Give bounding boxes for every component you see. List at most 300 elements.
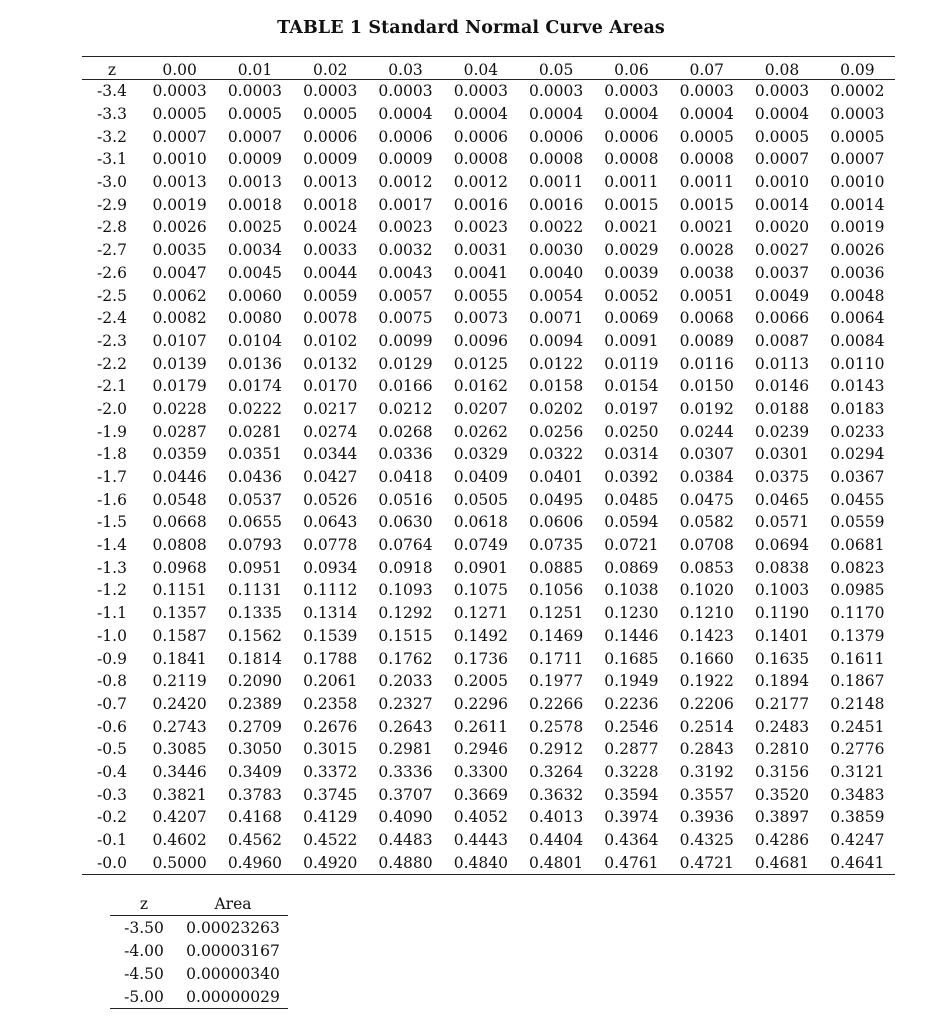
z-value-cell: -0.8 [97, 672, 127, 691]
z-value-cell: -2.6 [97, 263, 127, 282]
area-value-cell: 0.0002 [830, 82, 885, 101]
table-row [82, 602, 895, 625]
z-value-cell: -1.7 [97, 468, 127, 487]
area-value-cell: 0.0154 [604, 377, 659, 396]
table-row [82, 80, 895, 103]
area-value-cell: 0.0030 [529, 241, 584, 260]
area-value-cell: 0.0217 [303, 399, 358, 418]
area-value-cell: 0.0035 [152, 241, 207, 260]
area-value-cell: 0.3192 [679, 762, 734, 781]
area-value-cell: 0.1814 [227, 649, 283, 668]
table-row [82, 670, 895, 693]
area-value-cell: 0.3897 [754, 808, 810, 827]
table-row [82, 125, 895, 148]
table-row [82, 556, 895, 579]
area-value-cell: 0.0985 [830, 581, 885, 600]
area-value-cell: 0.2912 [529, 740, 584, 759]
area-value-cell: 0.2389 [227, 694, 283, 713]
area-value-cell: 0.0197 [604, 399, 659, 418]
area-value-cell: 0.0778 [303, 536, 358, 555]
area-value-cell: 0.1075 [453, 581, 508, 600]
area-value-cell: 0.1423 [679, 626, 734, 645]
area-value-cell: 0.0036 [830, 263, 885, 282]
area-value-cell: 0.0143 [830, 377, 885, 396]
area-value-cell: 0.0721 [604, 536, 659, 555]
table-row [82, 466, 895, 489]
area-value-cell: 0.2296 [453, 694, 508, 713]
area-value-cell: 0.1230 [604, 604, 659, 623]
area-value-cell: 0.0016 [453, 195, 508, 214]
header-row [82, 57, 895, 80]
area-value-cell: 0.0012 [453, 173, 508, 192]
area-value-cell: 0.0139 [152, 354, 207, 373]
table-row [82, 738, 895, 761]
z-value-cell: -5.00 [110, 985, 178, 1009]
tail-table-row [110, 916, 288, 940]
z-value-cell: -2.0 [97, 399, 127, 418]
area-value-cell: 0.3821 [152, 785, 207, 804]
area-value-cell: 0.0019 [830, 218, 885, 237]
area-value-cell: 0.0516 [378, 490, 433, 509]
z-value-cell: -2.5 [97, 286, 127, 305]
area-value-cell: 0.0010 [830, 173, 885, 192]
area-value-cell: 0.2266 [529, 694, 584, 713]
table-row [82, 488, 895, 511]
area-value-cell: 0.1251 [529, 604, 584, 623]
area-value-cell: 0.0047 [152, 263, 207, 282]
area-value-cell: 0.3557 [679, 785, 734, 804]
area-value-cell: 0.00003167 [186, 941, 280, 960]
area-value-cell: 0.0287 [152, 422, 207, 441]
table-row [82, 443, 895, 466]
area-value-cell: 0.4090 [378, 808, 433, 827]
area-value-cell: 0.1314 [303, 604, 358, 623]
area-value-cell: 0.0004 [378, 105, 433, 124]
area-value-cell: 0.1515 [378, 626, 433, 645]
area-value-cell: 0.0314 [604, 445, 659, 464]
area-value-cell: 0.0048 [830, 286, 885, 305]
z-value-cell: -3.50 [124, 918, 164, 937]
area-value-cell: 0.0281 [227, 422, 283, 441]
area-value-cell: 0.0084 [830, 331, 885, 350]
area-value-cell: 0.1788 [303, 649, 358, 668]
area-value-cell: 0.0029 [604, 241, 659, 260]
column-header-10: 0.09 [820, 57, 895, 80]
area-value-cell: 0.0010 [152, 150, 207, 169]
area-value-cell: 0.0951 [227, 558, 283, 577]
area-value-cell: 0.2611 [453, 717, 508, 736]
area-value-cell: 0.3632 [529, 785, 584, 804]
area-value-cell: 0.0006 [604, 127, 659, 146]
z-value-cell: -0.7 [97, 694, 127, 713]
z-value-cell: -2.4 [97, 309, 127, 328]
area-value-cell: 0.1210 [679, 604, 734, 623]
area-value-cell: 0.1401 [754, 626, 810, 645]
z-value-cell: -3.3 [97, 105, 127, 124]
tail-table-row [110, 985, 288, 1009]
area-value-cell: 0.3264 [529, 762, 584, 781]
area-value-cell: 0.0068 [679, 309, 734, 328]
area-value-cell: 0.1949 [604, 672, 659, 691]
table-row [82, 647, 895, 670]
area-value-cell: 0.0057 [378, 286, 433, 305]
area-value-cell: 0.1685 [604, 649, 659, 668]
area-value-cell: 0.0004 [754, 105, 810, 124]
area-value-cell: 0.0096 [453, 331, 508, 350]
area-value-cell: 0.0018 [303, 195, 358, 214]
area-value-cell: 0.0749 [453, 536, 508, 555]
area-value-cell: 0.0028 [679, 241, 734, 260]
area-value-cell: 0.0823 [830, 558, 885, 577]
area-value-cell: 0.0559 [830, 513, 885, 532]
z-value-cell: -2.3 [97, 331, 127, 350]
area-value-cell: 0.3409 [227, 762, 283, 781]
z-value-cell: -4.00 [124, 941, 164, 960]
area-value-cell: 0.1611 [830, 649, 885, 668]
area-value-cell: 0.0146 [754, 377, 810, 396]
area-value-cell: 0.0202 [529, 399, 584, 418]
tail-column-header-1: Area [178, 893, 288, 916]
area-value-cell: 0.0968 [152, 558, 207, 577]
area-value-cell: 0.2578 [529, 717, 584, 736]
area-value-cell: 0.3594 [604, 785, 659, 804]
area-value-cell: 0.3707 [378, 785, 433, 804]
area-value-cell: 0.0322 [529, 445, 584, 464]
z-value-cell: -1.1 [97, 604, 127, 623]
area-value-cell: 0.0307 [679, 445, 734, 464]
area-value-cell: 0.0344 [303, 445, 358, 464]
area-value-cell: 0.0078 [303, 309, 358, 328]
area-value-cell: 0.0043 [378, 263, 433, 282]
column-header-5: 0.04 [443, 57, 518, 80]
area-value-cell: 0.1357 [152, 604, 207, 623]
area-value-cell: 0.2743 [152, 717, 207, 736]
z-value-cell: -1.4 [97, 536, 127, 555]
area-value-cell: 0.4013 [529, 808, 584, 827]
area-value-cell: 0.0643 [303, 513, 358, 532]
area-value-cell: 0.0005 [754, 127, 810, 146]
area-value-cell: 0.2483 [754, 717, 810, 736]
area-value-cell: 0.1841 [152, 649, 207, 668]
area-value-cell: 0.0475 [679, 490, 734, 509]
area-value-cell: 0.0174 [227, 377, 283, 396]
area-value-cell: 0.1003 [754, 581, 810, 600]
tail-table-row [110, 962, 288, 985]
table-row [82, 625, 895, 648]
area-value-cell: 0.1711 [529, 649, 584, 668]
column-header-2: 0.01 [217, 57, 292, 80]
area-value-cell: 0.0122 [529, 354, 584, 373]
area-value-cell: 0.0015 [679, 195, 734, 214]
area-value-cell: 0.0006 [453, 127, 508, 146]
z-value-cell: -3.0 [97, 173, 127, 192]
area-value-cell: 0.0049 [754, 286, 810, 305]
area-value-cell: 0.1020 [679, 581, 734, 600]
area-value-cell: 0.0436 [227, 468, 283, 487]
z-value-cell: -2.9 [97, 195, 127, 214]
area-value-cell: 0.00000029 [178, 985, 288, 1009]
area-value-cell: 0.4286 [754, 831, 810, 850]
column-header-3: 0.02 [293, 57, 368, 80]
area-value-cell: 0.0401 [529, 468, 584, 487]
table-row [82, 148, 895, 171]
area-value-cell: 0.1056 [529, 581, 584, 600]
area-value-cell: 0.3300 [453, 762, 508, 781]
z-value-cell: -3.2 [97, 127, 127, 146]
area-value-cell: 0.0256 [529, 422, 584, 441]
area-value-cell: 0.1038 [604, 581, 659, 600]
area-value-cell: 0.1093 [378, 581, 433, 600]
area-value-cell: 0.2981 [378, 740, 433, 759]
area-value-cell: 0.0418 [378, 468, 433, 487]
area-value-cell: 0.2148 [830, 694, 885, 713]
area-value-cell: 0.0222 [227, 399, 283, 418]
area-value-cell: 0.4920 [293, 851, 368, 874]
area-value-cell: 0.0262 [453, 422, 508, 441]
area-value-cell: 0.0006 [529, 127, 584, 146]
area-value-cell: 0.0022 [529, 218, 584, 237]
area-value-cell: 0.0008 [679, 150, 734, 169]
area-value-cell: 0.0668 [152, 513, 207, 532]
area-value-cell: 0.0375 [754, 468, 810, 487]
area-value-cell: 0.0003 [453, 82, 508, 101]
area-value-cell: 0.0003 [830, 105, 885, 124]
area-value-cell: 0.4522 [303, 831, 358, 850]
area-value-cell: 0.0008 [453, 150, 508, 169]
z-value-cell: -4.50 [124, 964, 164, 983]
area-value-cell: 0.2709 [227, 717, 283, 736]
area-value-cell: 0.0104 [227, 331, 283, 350]
area-value-cell: 0.1867 [830, 672, 885, 691]
area-value-cell: 0.0013 [227, 173, 283, 192]
table-row [82, 193, 895, 216]
area-value-cell: 0.0526 [303, 490, 358, 509]
area-value-cell: 0.0005 [679, 127, 734, 146]
area-value-cell: 0.4801 [518, 851, 593, 874]
area-value-cell: 0.0505 [453, 490, 508, 509]
area-value-cell: 0.0038 [679, 263, 734, 282]
area-value-cell: 0.0183 [830, 399, 885, 418]
z-value-cell: -3.4 [97, 82, 127, 101]
area-value-cell: 0.1635 [754, 649, 810, 668]
area-value-cell: 0.3745 [303, 785, 358, 804]
area-value-cell: 0.0594 [604, 513, 659, 532]
z-value-cell: -0.2 [97, 808, 127, 827]
column-header-1: 0.00 [142, 57, 217, 80]
area-value-cell: 0.0838 [754, 558, 810, 577]
area-value-cell: 0.0735 [529, 536, 584, 555]
area-value-cell: 0.0082 [152, 309, 207, 328]
area-value-cell: 0.0150 [679, 377, 734, 396]
area-value-cell: 0.0548 [152, 490, 207, 509]
table-row [82, 284, 895, 307]
z-value-cell: -1.3 [97, 558, 127, 577]
area-value-cell: 0.2033 [378, 672, 433, 691]
area-value-cell: 0.3783 [227, 785, 283, 804]
area-value-cell: 0.0003 [679, 82, 734, 101]
area-value-cell: 0.0351 [227, 445, 283, 464]
standard-normal-table [82, 56, 895, 875]
area-value-cell: 0.0094 [529, 331, 584, 350]
area-value-cell: 0.4443 [453, 831, 508, 850]
area-value-cell: 0.0192 [679, 399, 734, 418]
area-value-cell: 0.0618 [453, 513, 508, 532]
area-value-cell: 0.1562 [227, 626, 283, 645]
area-value-cell: 0.0005 [227, 105, 283, 124]
area-value-cell: 0.0016 [529, 195, 584, 214]
area-value-cell: 0.1539 [303, 626, 358, 645]
column-header-7: 0.06 [594, 57, 669, 80]
area-value-cell: 0.0041 [453, 263, 508, 282]
area-value-cell: 0.2843 [679, 740, 734, 759]
area-value-cell: 0.3520 [754, 785, 810, 804]
area-value-cell: 0.0853 [679, 558, 734, 577]
area-value-cell: 0.0033 [303, 241, 358, 260]
area-value-cell: 0.0004 [604, 105, 659, 124]
area-value-cell: 0.0011 [679, 173, 734, 192]
area-value-cell: 0.0059 [303, 286, 358, 305]
area-value-cell: 0.0089 [679, 331, 734, 350]
area-value-cell: 0.1131 [227, 581, 283, 600]
area-value-cell: 0.0045 [227, 263, 283, 282]
area-value-cell: 0.0233 [830, 422, 885, 441]
area-value-cell: 0.0384 [679, 468, 734, 487]
area-value-cell: 0.0040 [529, 263, 584, 282]
z-value-cell: -2.7 [97, 241, 127, 260]
area-value-cell: 0.0010 [754, 173, 810, 192]
area-value-cell: 0.0008 [529, 150, 584, 169]
area-value-cell: 0.3936 [679, 808, 734, 827]
area-value-cell: 0.0013 [303, 173, 358, 192]
area-value-cell: 0.0024 [303, 218, 358, 237]
area-value-cell: 0.4325 [679, 831, 734, 850]
area-value-cell: 0.0158 [529, 377, 584, 396]
tail-table-body [110, 916, 288, 1009]
table-row [82, 579, 895, 602]
area-value-cell: 0.0655 [227, 513, 283, 532]
z-value-cell: -3.1 [97, 150, 127, 169]
area-value-cell: 0.3156 [754, 762, 810, 781]
z-value-cell: -1.0 [97, 626, 127, 645]
area-value-cell: 0.0427 [303, 468, 358, 487]
area-value-cell: 0.1660 [679, 649, 734, 668]
area-value-cell: 0.4761 [594, 851, 669, 874]
area-value-cell: 0.0110 [830, 354, 885, 373]
area-value-cell: 0.3228 [604, 762, 659, 781]
area-value-cell: 0.0027 [754, 241, 810, 260]
area-value-cell: 0.0207 [453, 399, 508, 418]
z-value-cell: -0.5 [97, 740, 127, 759]
table-row [82, 783, 895, 806]
area-value-cell: 0.0013 [152, 173, 207, 192]
area-value-cell: 0.0116 [679, 354, 734, 373]
area-value-cell: 0.4641 [820, 851, 895, 874]
area-value-cell: 0.0166 [378, 377, 433, 396]
area-value-cell: 0.0136 [227, 354, 283, 373]
area-value-cell: 0.0091 [604, 331, 659, 350]
area-value-cell: 0.0008 [604, 150, 659, 169]
z-value-cell: -1.8 [97, 445, 127, 464]
area-value-cell: 0.0934 [303, 558, 358, 577]
area-value-cell: 0.0005 [152, 105, 207, 124]
area-value-cell: 0.1446 [604, 626, 659, 645]
area-value-cell: 0.0129 [378, 354, 433, 373]
area-value-cell: 0.0023 [453, 218, 508, 237]
area-value-cell: 0.0032 [378, 241, 433, 260]
z-value-cell: -0.9 [97, 649, 127, 668]
table-row [82, 103, 895, 126]
area-value-cell: 0.0015 [604, 195, 659, 214]
area-value-cell: 0.0793 [227, 536, 283, 555]
area-value-cell: 0.0336 [378, 445, 433, 464]
area-value-cell: 0.1271 [453, 604, 508, 623]
area-value-cell: 0.2676 [303, 717, 358, 736]
area-value-cell: 0.0630 [378, 513, 433, 532]
area-value-cell: 0.3372 [303, 762, 358, 781]
area-value-cell: 0.0060 [227, 286, 283, 305]
area-value-cell: 0.0052 [604, 286, 659, 305]
area-value-cell: 0.2776 [830, 740, 885, 759]
area-value-cell: 0.0080 [227, 309, 283, 328]
area-value-cell: 0.0212 [378, 399, 433, 418]
area-value-cell: 0.4364 [604, 831, 659, 850]
area-value-cell: 0.0113 [754, 354, 810, 373]
area-value-cell: 0.0003 [604, 82, 659, 101]
area-value-cell: 0.2946 [453, 740, 508, 759]
area-value-cell: 0.0017 [378, 195, 433, 214]
area-value-cell: 0.2061 [303, 672, 358, 691]
area-value-cell: 0.1190 [754, 604, 810, 623]
table-row [82, 398, 895, 421]
area-value-cell: 0.2546 [604, 717, 659, 736]
z-value-cell: -1.9 [97, 422, 127, 441]
area-value-cell: 0.0367 [830, 468, 885, 487]
area-value-cell: 0.0329 [453, 445, 508, 464]
tail-table-header [110, 893, 288, 916]
area-value-cell: 0.0708 [679, 536, 734, 555]
area-value-cell: 0.0064 [830, 309, 885, 328]
column-header-0: z [82, 57, 142, 80]
table-row [82, 262, 895, 285]
area-value-cell: 0.0066 [754, 309, 810, 328]
area-value-cell: 0.2810 [754, 740, 810, 759]
area-value-cell: 0.0495 [529, 490, 584, 509]
tail-area-table [110, 893, 288, 1009]
area-value-cell: 0.1170 [830, 604, 885, 623]
area-value-cell: 0.1379 [830, 626, 885, 645]
area-value-cell: 0.0020 [754, 218, 810, 237]
area-value-cell: 0.0004 [453, 105, 508, 124]
area-value-cell: 0.2119 [152, 672, 207, 691]
area-value-cell: 0.3859 [830, 808, 885, 827]
area-value-cell: 0.2358 [303, 694, 358, 713]
table-row [82, 352, 895, 375]
area-value-cell: 0.4129 [303, 808, 358, 827]
area-value-cell: 0.0188 [754, 399, 810, 418]
area-value-cell: 0.0485 [604, 490, 659, 509]
area-value-cell: 0.0018 [227, 195, 283, 214]
z-value-cell: -1.6 [97, 490, 127, 509]
area-value-cell: 0.0009 [303, 150, 358, 169]
area-value-cell: 0.1922 [679, 672, 734, 691]
table-row [82, 239, 895, 262]
area-value-cell: 0.0014 [830, 195, 885, 214]
area-value-cell: 0.0359 [152, 445, 207, 464]
table-row [82, 171, 895, 194]
area-value-cell: 0.0446 [152, 468, 207, 487]
area-value-cell: 0.0014 [754, 195, 810, 214]
area-value-cell: 0.3085 [152, 740, 207, 759]
